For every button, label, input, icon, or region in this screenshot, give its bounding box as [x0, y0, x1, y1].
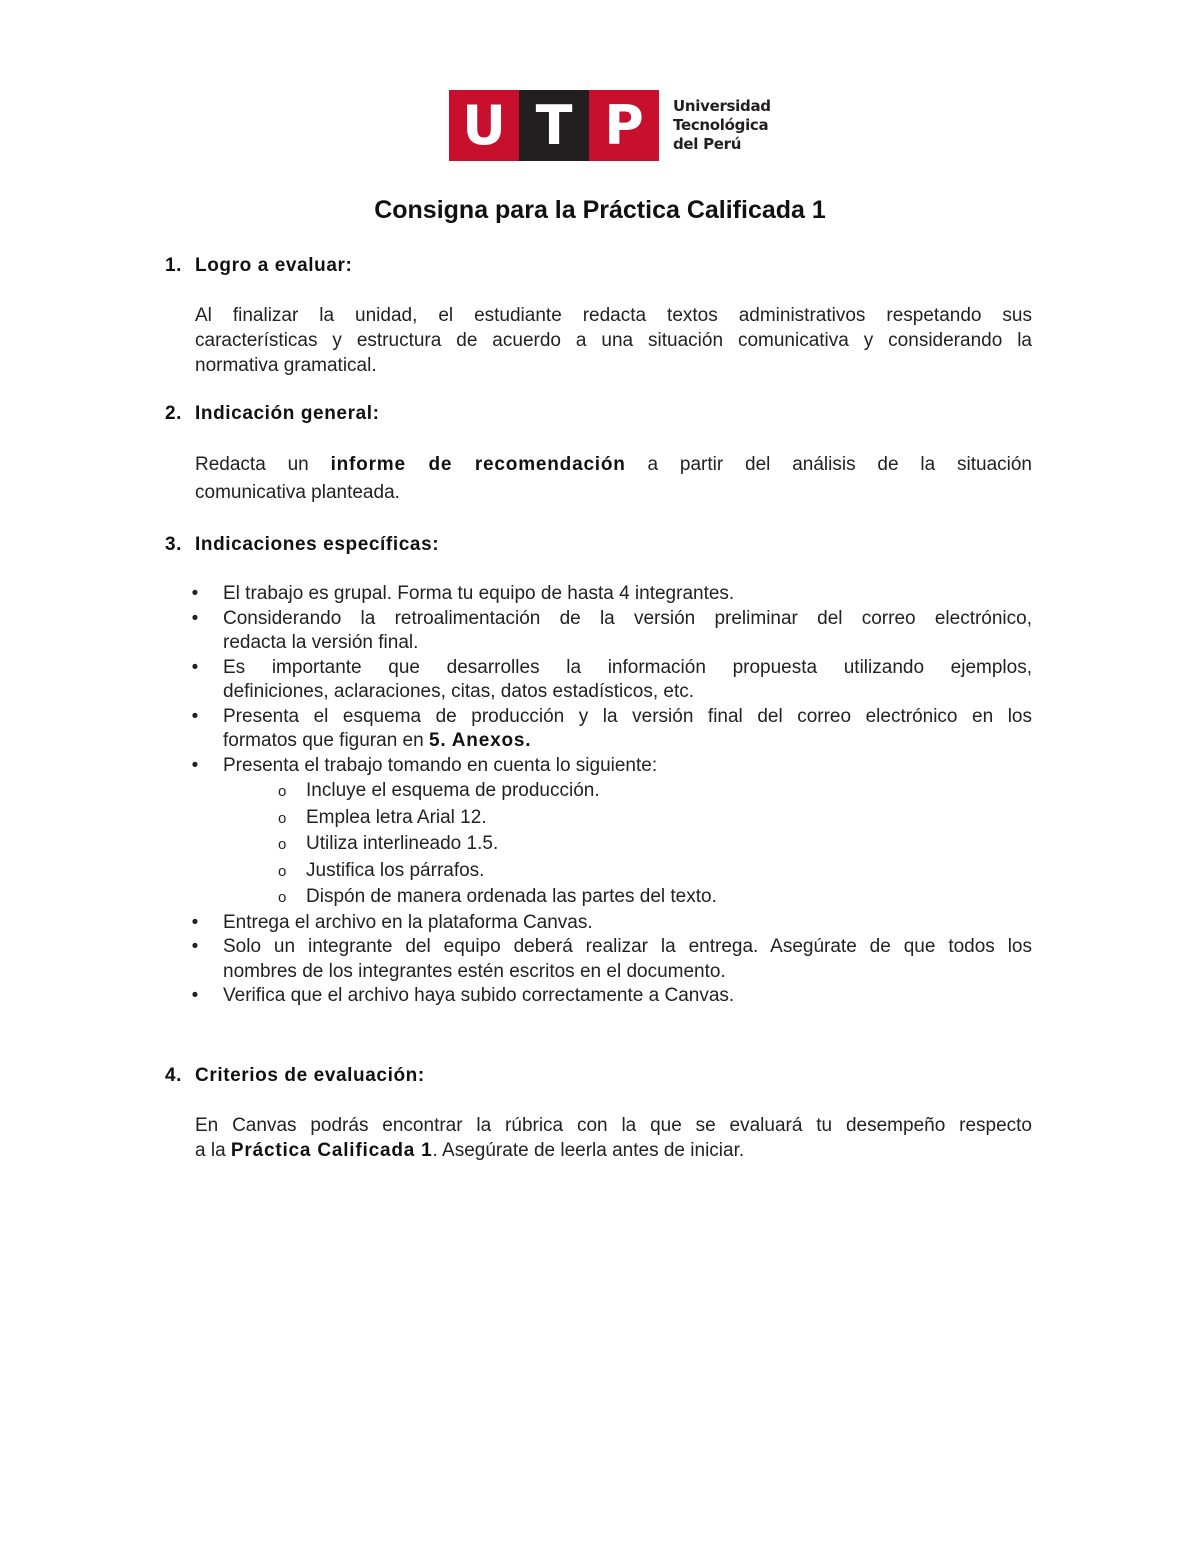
- bullet-marker: •: [191, 754, 199, 776]
- sub-list-item: [190, 831, 1032, 858]
- sub-list-item: [190, 884, 1032, 911]
- sub-list-item: [190, 778, 1032, 805]
- list-item-text: nombres de los integrantes estén escritos en el documento.: [223, 960, 726, 982]
- section-heading-text: Indicación general:: [195, 403, 380, 424]
- sub-list-item-text: Emplea letra Arial 12.: [306, 806, 487, 828]
- bullet-marker: •: [191, 583, 199, 604]
- section-number: 2.: [165, 403, 183, 424]
- list-item: [190, 935, 1032, 984]
- logo-name-line: del Perú: [673, 135, 742, 153]
- section-heading-text: Logro a evaluar:: [195, 255, 353, 276]
- bullet-marker: •: [191, 985, 199, 1006]
- paragraph-line: normativa gramatical.: [195, 355, 377, 376]
- text-run: a la: [195, 1140, 231, 1161]
- logro-paragraph: [195, 303, 1032, 378]
- paragraph-line: características y estructura de acuerdo a una situación comunicativa y considerando la: [195, 330, 1032, 351]
- text-run: . Asegúrate de leerla antes de iniciar.: [432, 1140, 745, 1161]
- list-item-text: Presenta el trabajo tomando en cuenta lo siguiente:: [223, 754, 658, 776]
- sub-list-item-text: Dispón de manera ordenada las partes del texto.: [306, 886, 717, 907]
- document-title: Consigna para la Práctica Calificada 1: [374, 196, 826, 224]
- list-item-text: Entrega el archivo en la plataforma Canvas.: [223, 911, 593, 933]
- criterios-paragraph: [195, 1113, 1032, 1163]
- paragraph-line: comunicativa planteada.: [195, 482, 400, 503]
- list-item-text: El trabajo es grupal. Forma tu equipo de hasta 4 integrantes.: [223, 583, 735, 604]
- list-item-text: Es importante que desarrolles la información propuesta utilizando ejemplos,: [223, 656, 1032, 678]
- utp-logo: [449, 90, 771, 161]
- sub-list-item-text: Incluye el esquema de producción.: [306, 780, 600, 801]
- logo-letter-t: T: [519, 90, 589, 161]
- logo-letter-p: P: [589, 90, 659, 161]
- logo-letter-u: U: [449, 90, 519, 161]
- list-item: [190, 582, 1032, 607]
- list-item-text: Considerando la retroalimentación de la versión preliminar del correo electrónico,: [223, 607, 1032, 629]
- indicacion-general-paragraph: [195, 451, 1032, 507]
- section-heading-criterios: [165, 1065, 425, 1087]
- paragraph-line: [195, 1138, 1032, 1163]
- logo-university-name: [673, 97, 771, 154]
- sub-bullet-marker: o: [278, 862, 287, 880]
- sub-list-item: [190, 805, 1032, 832]
- list-item: [190, 705, 1032, 754]
- list-item-text: Presenta el esquema de producción y la versión final del correo electrónico en los: [223, 705, 1032, 727]
- sub-bullet-marker: o: [278, 836, 287, 853]
- list-item: [190, 911, 1032, 936]
- section-heading-text: Indicaciones específicas:: [195, 534, 440, 555]
- section-heading-indicacion-general: [165, 403, 380, 425]
- section-number: 1.: [165, 255, 183, 276]
- sub-bullet-marker: o: [278, 809, 287, 827]
- sub-bullet-marker: o: [278, 889, 287, 906]
- section-heading-text: Criterios de evaluación:: [195, 1065, 425, 1086]
- paragraph-line: [195, 451, 1032, 479]
- list-item-text: definiciones, aclaraciones, citas, datos estadísticos, etc.: [223, 681, 695, 702]
- list-item-text: [223, 729, 1032, 754]
- bullet-marker: •: [191, 911, 199, 933]
- list-item-text: Verifica que el archivo haya subido correctamente a Canvas.: [223, 985, 735, 1006]
- bold-run: 5. Anexos.: [428, 730, 532, 751]
- list-item: [190, 754, 1032, 779]
- sub-bullet-marker: o: [278, 783, 287, 800]
- list-item-text: redacta la versión final.: [223, 632, 419, 653]
- text-run: Redacta un: [195, 454, 331, 475]
- bullet-marker: •: [191, 656, 199, 678]
- logo-name-line: Universidad: [673, 97, 771, 115]
- list-item: [190, 984, 1032, 1009]
- list-item: [190, 656, 1032, 705]
- bold-run: Práctica Calificada 1: [230, 1140, 433, 1161]
- bullet-marker: •: [191, 936, 199, 957]
- sub-list-item-text: Utiliza interlineado 1.5.: [306, 833, 499, 854]
- bullet-marker: •: [191, 705, 199, 727]
- specific-instructions-list: [190, 582, 1032, 1009]
- sub-list-item: [190, 858, 1032, 885]
- sub-list-item-text: Justifica los párrafos.: [306, 859, 485, 881]
- section-heading-logro: [165, 255, 352, 277]
- bold-run: informe de recomendación: [330, 454, 626, 475]
- text-run: formatos que figuran en: [223, 730, 429, 751]
- paragraph-line: Al finalizar la unidad, el estudiante redacta textos administrativos respetando sus: [195, 305, 1032, 326]
- section-number: 4.: [165, 1065, 183, 1086]
- utp-logo-mark: [449, 90, 659, 161]
- bullet-marker: •: [191, 607, 199, 629]
- list-item-text: Solo un integrante del equipo deberá realizar la entrega. Asegúrate de que todos los: [223, 936, 1032, 957]
- section-heading-indicaciones-especificas: [165, 534, 439, 556]
- logo-name-line: Tecnológica: [673, 116, 769, 134]
- paragraph-line: En Canvas podrás encontrar la rúbrica con la que se evaluará tu desempeño respecto: [195, 1115, 1032, 1136]
- text-run: a partir del análisis de la situación: [625, 454, 1032, 475]
- section-number: 3.: [165, 534, 183, 555]
- list-item: [190, 607, 1032, 656]
